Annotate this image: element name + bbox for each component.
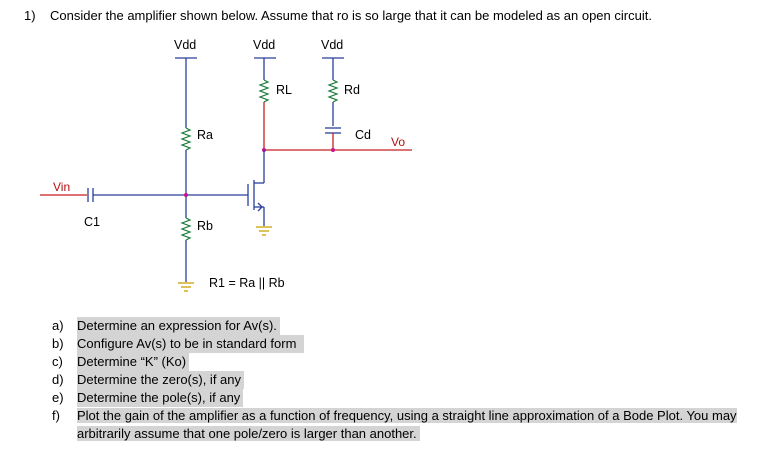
rb-resistor <box>182 218 190 240</box>
task-marker: b) <box>52 336 64 351</box>
task-item-d <box>52 371 742 389</box>
task-text: Determine “K” (Ko) <box>77 353 189 371</box>
vdd-label-middle: Vdd <box>253 38 276 52</box>
rd-resistor <box>329 80 337 102</box>
vdd-rail-middle <box>254 58 276 80</box>
task-text: Plot the gain of the amplifier as a function of frequency, using a straight line approximation of a Bode Plot. You may arbitrarily assume that one pole/zero is larger than another. <box>77 408 737 441</box>
vdd-rail-right <box>322 58 344 80</box>
task-marker: c) <box>52 354 63 369</box>
vo-label: Vo <box>391 135 406 149</box>
c1-label: C1 <box>84 215 100 229</box>
node-gate <box>184 193 188 197</box>
task-text: Determine the pole(s), if any <box>77 389 243 407</box>
task-list <box>52 317 742 443</box>
task-item-b <box>52 335 742 353</box>
ra-label: Ra <box>197 128 213 142</box>
r1-relation-label: R1 = Ra || Rb <box>209 276 285 290</box>
vdd-label-right: Vdd <box>321 38 344 52</box>
task-text: Determine an expression for Av(s). <box>77 317 280 335</box>
rb-label: Rb <box>197 219 213 233</box>
c1-capacitor <box>88 188 93 202</box>
node-output <box>331 148 335 152</box>
task-item-f <box>52 407 742 443</box>
vdd-rail-left <box>175 58 197 128</box>
vin-label: Vin <box>53 180 71 194</box>
task-marker: f) <box>52 408 60 423</box>
rl-label: RL <box>276 83 292 97</box>
task-item-e <box>52 389 742 407</box>
ground-source-icon <box>256 227 272 235</box>
question-text: Consider the amplifier shown below. Assume that ro is so large that it can be modeled as an open circuit. <box>50 8 652 23</box>
task-item-a <box>52 317 742 335</box>
mosfet-transistor <box>248 150 264 226</box>
vdd-label-left: Vdd <box>174 38 197 52</box>
ground-rb-icon <box>178 283 194 291</box>
question-number: 1) <box>24 8 36 23</box>
cd-capacitor <box>325 128 341 133</box>
task-text-wrapper <box>77 407 742 443</box>
task-text: Determine the zero(s), if any <box>77 371 244 389</box>
task-text: Configure Av(s) to be in standard form <box>77 335 304 353</box>
task-marker: e) <box>52 390 64 405</box>
task-marker: d) <box>52 372 64 387</box>
task-item-c <box>52 353 742 371</box>
rl-resistor <box>260 80 268 102</box>
cd-label: Cd <box>355 128 371 142</box>
task-marker: a) <box>52 318 64 333</box>
ra-resistor <box>182 128 190 150</box>
rd-label: Rd <box>344 83 360 97</box>
